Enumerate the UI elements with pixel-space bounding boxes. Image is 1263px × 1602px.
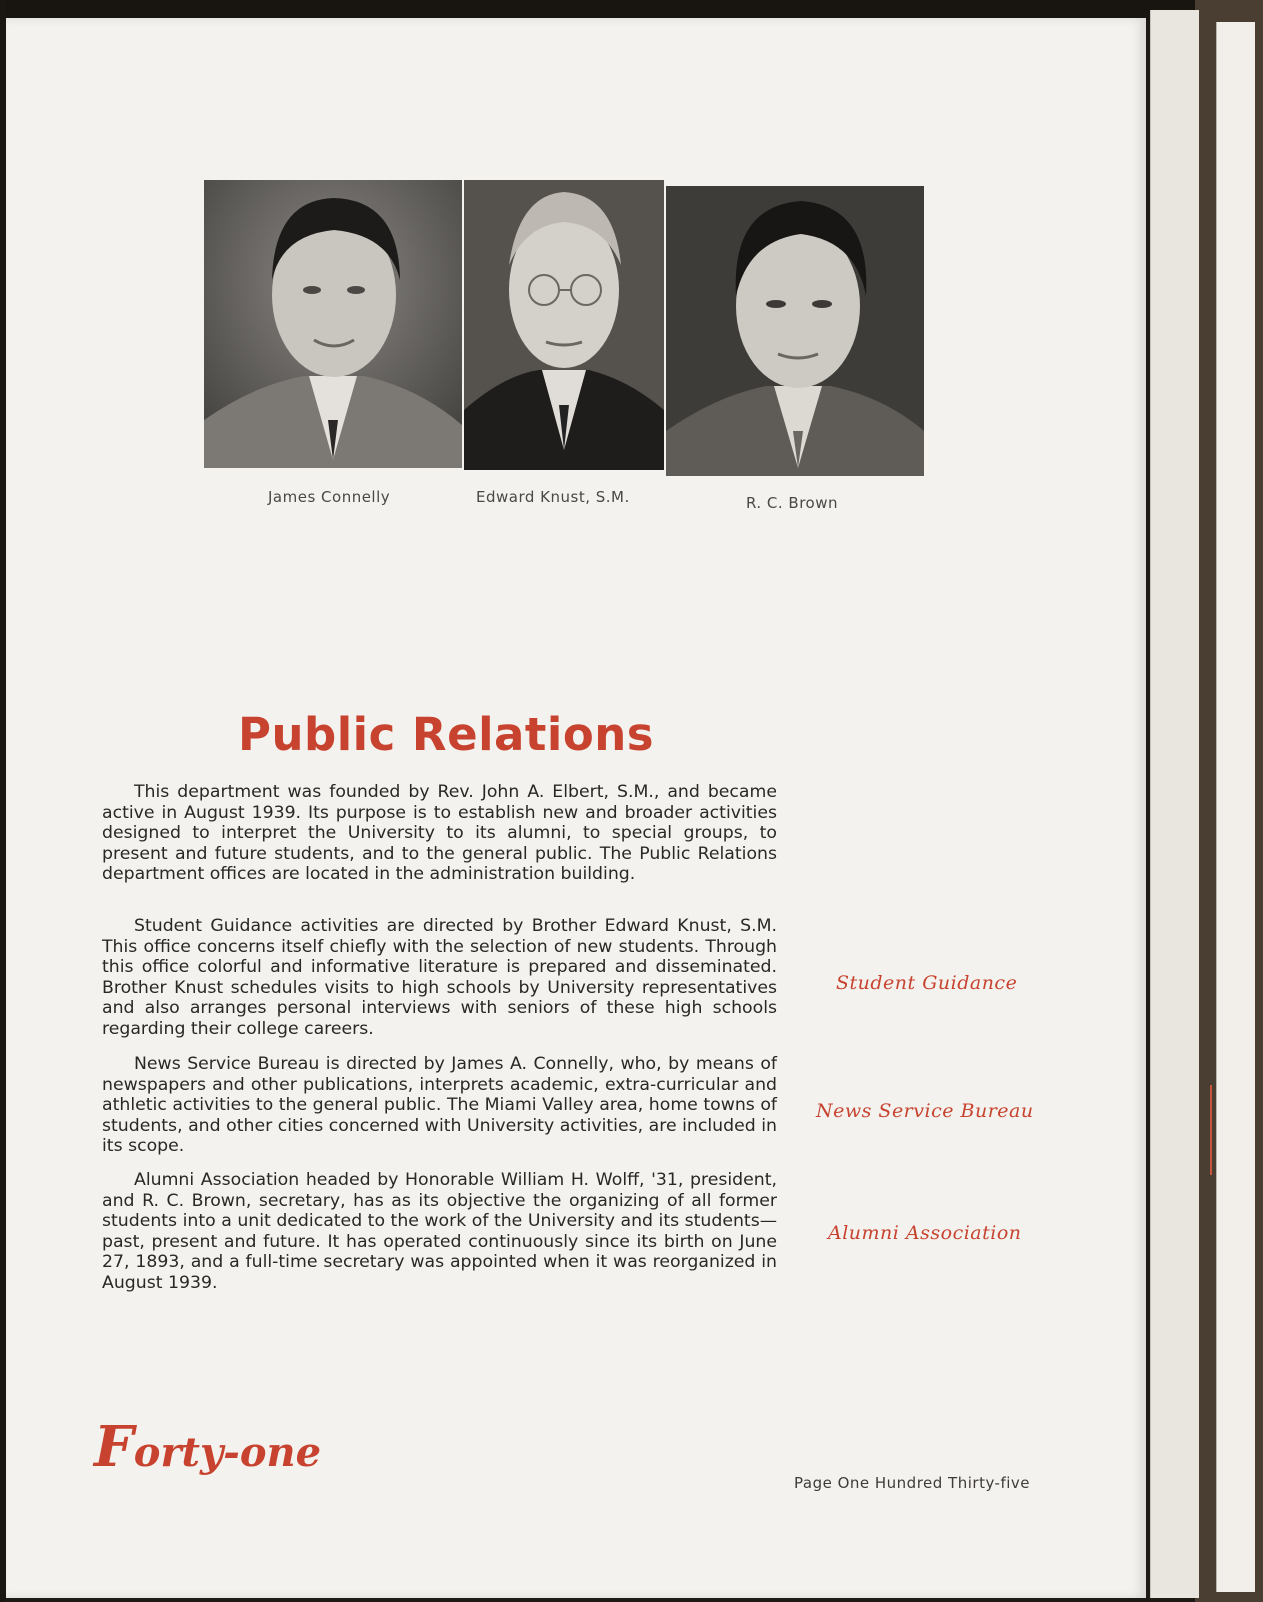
sidenote-alumni-association: Alumni Association bbox=[828, 1222, 1022, 1244]
body-paragraph: Student Guidance activities are directed by Brother Edward Knust, S.M. This office concerns itself chiefly with the selection of new students. Through this office colorful and informative literature is prepared and disseminated. Brother Knust schedules visits to high schools by University representatives and also arranges personal interviews with seniors of these high schools regarding their college careers. bbox=[102, 916, 777, 1039]
yearbook-page bbox=[6, 18, 1146, 1598]
logo-initial: F bbox=[94, 1414, 134, 1480]
forty-one-logo bbox=[94, 1414, 321, 1480]
portrait-row bbox=[204, 178, 934, 488]
sidenote-student-guidance: Student Guidance bbox=[836, 972, 1018, 994]
page-title: Public Relations bbox=[238, 708, 655, 761]
portrait-photo bbox=[204, 180, 462, 468]
photo-caption: R. C. Brown bbox=[746, 494, 839, 512]
body-paragraph: News Service Bureau is directed by James A. Connelly, who, by means of newspapers and other publications, interprets academic, extra-curricular and athletic activities to the general public. The Miami Valley area, home towns of students, and other cities concerned with University activities, are included in its scope. bbox=[102, 1054, 777, 1157]
portrait-photo bbox=[464, 180, 664, 470]
page-tab-marks bbox=[1210, 1085, 1215, 1175]
body-paragraph: This department was founded by Rev. John A. Elbert, S.M., and became active in August 1939. Its purpose is to establish new and broader activities designed to interpret the University to its alumni, to special groups, to present and future students, and to the general public. The Public Relations department offices are located in the administration building. bbox=[102, 782, 777, 885]
photo-caption: Edward Knust, S.M. bbox=[476, 488, 630, 506]
photo-caption: James Connelly bbox=[268, 488, 391, 506]
page-number: Page One Hundred Thirty-five bbox=[794, 1474, 1031, 1492]
adjacent-page-edge bbox=[1150, 10, 1199, 1598]
portrait-photo bbox=[666, 186, 924, 476]
scan-edge-top bbox=[0, 0, 1263, 20]
logo-rest: orty-one bbox=[133, 1429, 322, 1476]
body-paragraph: Alumni Association headed by Honorable William H. Wolff, '31, president, and R. C. Brown, secretary, has as its objective the organizing of all former students into a unit dedicated to the work of the University and its students—past, present and future. It has operated continuously since its birth on June 27, 1893, and a full-time secretary was appointed when it was reorganized in August 1939. bbox=[102, 1170, 777, 1293]
sidenote-news-service-bureau: News Service Bureau bbox=[816, 1100, 1034, 1122]
adjacent-page-edge-2 bbox=[1216, 22, 1255, 1592]
